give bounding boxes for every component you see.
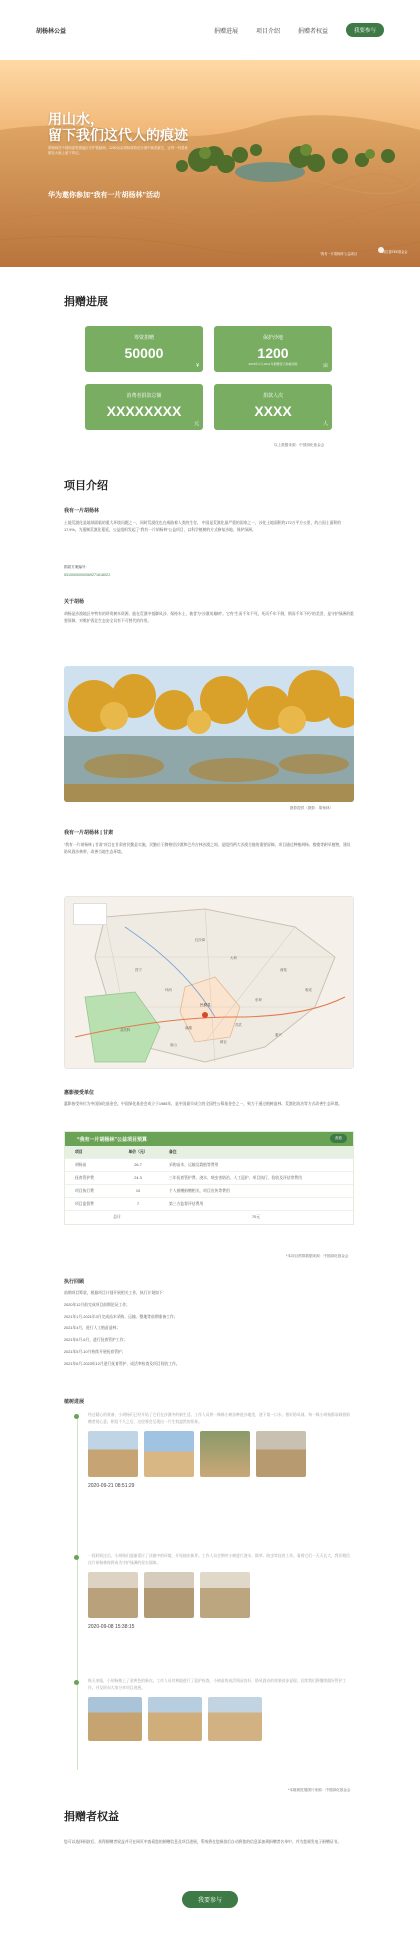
- nav-link-progress[interactable]: 捐赠进展: [213, 28, 238, 35]
- nav-join-button[interactable]: 我要参与: [346, 23, 384, 37]
- map-label: 红沙岗: [195, 938, 206, 942]
- timeline-text: 一段时间过后，小胡杨们逐渐适应了沙漠中的环境，开始抽出新芽。工作人员定期对小树进行浇水、除草、防虫等抚育工作。看着它们一天天长大，我们相信这片胡杨林终将成为守护绿洲的坚实屏障。: [88, 1554, 350, 1565]
- record-label: 捐款方案编号：: [64, 565, 90, 569]
- budget-table-header: [65, 1132, 353, 1146]
- hero-credit: “我有一片胡杨林”公益项目: [320, 252, 358, 256]
- intro-paragraph-2: 胡杨是沙漠地区中特有的珍贵树木资源，能在荒漠中抵御风沙、保持水土，被誉为“沙漠英雄树”。它有“生而千年不死，死而千年不倒，倒而千年不朽”的美誉，是守护绿洲的重要屏障，对维护西北生态安全具有不可替代的作用。: [64, 612, 354, 623]
- table-cell: 个人捐赠捐赠相关、项目宣传等费用: [169, 1188, 230, 1193]
- timeline-entry: [72, 1553, 352, 1630]
- table-cell: 三年抚育管护费、浇水、病虫害防治、人工巡护、项目执行、验收及评估等费用: [169, 1175, 302, 1180]
- table-total-row: [65, 1211, 353, 1224]
- table-cell: 10: [135, 1189, 141, 1193]
- hero-description: 胡杨林在中国西部荒漠地区守护着绿洲，1200余亩胡杨林将在沙漠中焕发新生，让每一份善意都在大地上留下印记。: [48, 146, 188, 155]
- plan-item: 2021年6月-2023年12月进行抚育管护、成活率检查及项目验收工作。: [64, 1361, 180, 1366]
- map-label: 苏武: [235, 1023, 242, 1027]
- hero-title-line2: 留下我们这代人的痕迹: [48, 127, 188, 143]
- nav-links: [214, 23, 384, 37]
- timeline-dot-icon: [74, 1414, 79, 1419]
- timeline-photo[interactable]: [88, 1572, 138, 1618]
- timeline-photo[interactable]: [148, 1697, 202, 1741]
- stat-label: 筹资捐赠: [133, 335, 154, 341]
- stat-value: XXXXXXXX: [106, 403, 182, 419]
- person-icon: 人: [322, 421, 328, 427]
- yuan-icon: ¥: [196, 363, 199, 369]
- map-label: 民勤县: [200, 1003, 211, 1007]
- map-label: 南湖: [185, 1026, 192, 1030]
- plan-item: 2020年12月前完成项目前期论证工作；: [64, 1302, 130, 1307]
- timeline-text: 经过精心的准备，小胡杨们已经开始了它们在沙漠中的新生活。工作人员将一株株小树苗种进沙地里，浇下第一口水，搭好防风网。每一株小胡杨都承载着捐赠者的心意，相信不久之后，这里将会呈现出一片生机盎然的景象。: [88, 1413, 350, 1424]
- timeline-photo[interactable]: [208, 1697, 262, 1741]
- map-label: 昌宁: [135, 968, 142, 972]
- timeline-title: 植树进展: [64, 1399, 85, 1405]
- stat-card-donation: [85, 326, 203, 372]
- table-row: [65, 1172, 353, 1185]
- timeline-date: 2020-09-08 15:38:15: [88, 1624, 135, 1630]
- plan-list: [64, 1290, 354, 1368]
- table-header-cell: 备注: [169, 1149, 177, 1154]
- timeline-photos: [88, 1572, 352, 1618]
- photo-caption: 摄影提供（摄影：胡杨林）: [290, 806, 334, 810]
- plan-item: 2021年1月-2021年3月完成苗木采购、运输、整地等前期准备工作；: [64, 1314, 178, 1319]
- timeline-date: 2020-09-21 08:51:29: [88, 1483, 135, 1489]
- stat-card-total: [85, 384, 203, 430]
- intro-title-3: 我有一片胡杨林 | 甘肃: [64, 830, 114, 836]
- hero-brand: 阿拉善SEE基金会: [382, 250, 408, 254]
- timeline-dot-icon: [74, 1680, 79, 1685]
- hero-title: [48, 111, 198, 143]
- table-cell: 26.7: [134, 1163, 142, 1167]
- intro-paragraph-1: 土地荒漠化是地球面临的重大环境问题之一，同时荒漠化也在威胁着人类的生存。 中国是荒漠化最严重的国家之一，沙化土地面积约172万平方公里，约占国土面积的17.9%。为遏制荒漠化蔓延，公益组织发起了“我有一片胡杨林”公益项目，以科学植树的方式修复沙地、保护绿洲。: [64, 521, 341, 532]
- timeline-photo[interactable]: [256, 1431, 306, 1477]
- table-header-cell: 项目: [75, 1149, 83, 1154]
- intro-title-1: 我有一片胡杨林: [64, 508, 100, 514]
- stat-value: 1200: [257, 345, 289, 361]
- table-header-cell: 单价（元）: [128, 1149, 148, 1154]
- timeline-photos: [88, 1697, 352, 1741]
- timeline-dot-icon: [74, 1555, 79, 1560]
- site-logo[interactable]: 胡杨林公益: [36, 28, 67, 35]
- map-label: 大坝: [230, 956, 237, 960]
- map-label: 双茨科: [120, 1028, 131, 1032]
- stat-value: XXXX: [254, 403, 292, 419]
- join-button[interactable]: 我要参与: [182, 1891, 238, 1908]
- plan-item: 2021年4月，进行人工植苗造林；: [64, 1326, 121, 1331]
- timeline-note: *本植树进展图片来源：中国绿化基金会: [288, 1788, 351, 1792]
- table-cell: 项目执行费: [75, 1188, 94, 1193]
- top-nav: [0, 0, 420, 60]
- table-cell: 24.3: [134, 1176, 142, 1180]
- table-cell: 项目监督费: [75, 1201, 94, 1206]
- hero-banner: [0, 60, 420, 267]
- table-cell: 胡杨苗: [75, 1162, 87, 1167]
- timeline-photo[interactable]: [144, 1572, 194, 1618]
- map-label: 东坝: [255, 998, 262, 1002]
- stat-label: 捐款人次: [262, 393, 283, 399]
- table-cell: 采购苗木、运输及栽植等费用: [169, 1162, 219, 1167]
- hero-subtitle: 华为邀你参加“我有一片胡杨林”活动: [48, 192, 160, 199]
- table-cell: 第三方监督评估费用: [169, 1201, 204, 1206]
- table-cell: 抚育管护费: [75, 1175, 94, 1180]
- yuan-icon: 元: [193, 421, 199, 427]
- table-total-label: 总计: [113, 1215, 121, 1219]
- map-label: 环河: [165, 988, 172, 992]
- budget-table-title: “我有一片胡杨林”公益项目预算: [77, 1136, 148, 1143]
- table-row: [65, 1159, 353, 1172]
- plan-item: 2021年5月-6月，进行抚育管护工作；: [64, 1338, 128, 1343]
- nav-link-intro[interactable]: 项目介绍: [255, 28, 280, 35]
- plan-item: 2021年5月-10月持续开展抚育管护；: [64, 1349, 126, 1354]
- poplar-photo: [64, 666, 354, 802]
- project-map: [64, 896, 354, 1069]
- table-note: *本项目预算数据来源：中国绿化基金会: [286, 1254, 349, 1258]
- table-row: [65, 1185, 353, 1198]
- timeline-photo[interactable]: [200, 1572, 250, 1618]
- table-header-row: [65, 1146, 353, 1159]
- table-row: [65, 1198, 353, 1211]
- table-total-value: 70元: [251, 1215, 261, 1219]
- map-label: 泉山: [170, 1043, 177, 1047]
- stat-value: 50000: [124, 345, 164, 361]
- rights-text: 您可以选择捐款后，获得捐赠者权益并可在网页中查看您的捐赠信息及项目进展，系统将在您捐款后自动将您的信息添加到捐赠者名单中，并为您颁发电子捐赠证书。: [64, 1840, 342, 1844]
- timeline-photo[interactable]: [144, 1431, 194, 1477]
- stat-label: 消费者捐款总额: [126, 393, 162, 399]
- progress-heading: 捐赠进展: [64, 296, 108, 308]
- mu-icon: 亩: [322, 363, 328, 369]
- rights-heading: 捐赠者权益: [64, 1811, 119, 1823]
- plan-item: 前期项目筹款，根据项目计划开展相关工作，执行计划如下：: [64, 1291, 167, 1295]
- intro-title-4: 惠影接受单位: [64, 1090, 95, 1096]
- timeline-photo[interactable]: [88, 1697, 142, 1741]
- budget-more-button[interactable]: 查看: [330, 1134, 347, 1143]
- map-inset: [73, 903, 107, 925]
- progress-note: 以上数据来源：中国绿化基金会: [274, 443, 325, 447]
- desert-illustration: [0, 60, 420, 267]
- timeline-photo[interactable]: [200, 1431, 250, 1477]
- intro-paragraph-4: 惠影接受单位为中国绿化基金会。中国绿化基金会成立于1985年，是中国最早成立的全国性公募基金会之一，致力于通过植树造林、荒漠化防治等方式改善生态环境。: [64, 1102, 343, 1106]
- timeline-photo[interactable]: [88, 1431, 138, 1477]
- map-label: 重兴: [275, 1033, 282, 1037]
- stat-card-land: [214, 326, 332, 372]
- record-number: 531000000000692716180ZJ: [64, 573, 110, 577]
- timeline-photos: [88, 1431, 352, 1477]
- intro-title-2: 关于胡杨: [64, 599, 85, 605]
- intro-heading: 项目介绍: [64, 480, 108, 492]
- timeline-text: 秋天来临，小胡杨换上了金黄色的新衣。工作人员对林地进行了巡护检查，小树苗的成活情况良好，防风固沙的效果初步显现。后续我们将继续做好管护工作，并及时向大家分享项目进展。: [88, 1679, 347, 1690]
- map-label: 西渠: [280, 968, 287, 972]
- timeline-entry: [72, 1412, 352, 1489]
- nav-link-rights[interactable]: 捐赠者权益: [297, 28, 328, 35]
- map-label: 薛百: [220, 1040, 227, 1044]
- stat-label: 保护沙地: [262, 335, 283, 341]
- budget-table: [64, 1131, 354, 1225]
- timeline-entry: [72, 1678, 352, 1741]
- table-cell: 7: [136, 1202, 140, 1206]
- map-label: 收成: [305, 988, 312, 992]
- hero-title-line1: 用山水，: [48, 111, 104, 127]
- intro-paragraph-3: “我有一片胡杨林 | 甘肃”项目在甘肃省民勤县实施，民勤位于腾格里沙漠和巴丹吉林沙漠之间，是阻挡两大沙漠合拢的重要屏障。项目通过种植胡杨、梭梭等耐旱植物，建设防风固沙林带，改善当地生态环境。: [64, 843, 351, 854]
- stat-sub: 2019年1月-2021年捐赠者已种植胡杨: [248, 362, 298, 366]
- plan-title: 执行回顾: [64, 1279, 85, 1285]
- stat-card-people: [214, 384, 332, 430]
